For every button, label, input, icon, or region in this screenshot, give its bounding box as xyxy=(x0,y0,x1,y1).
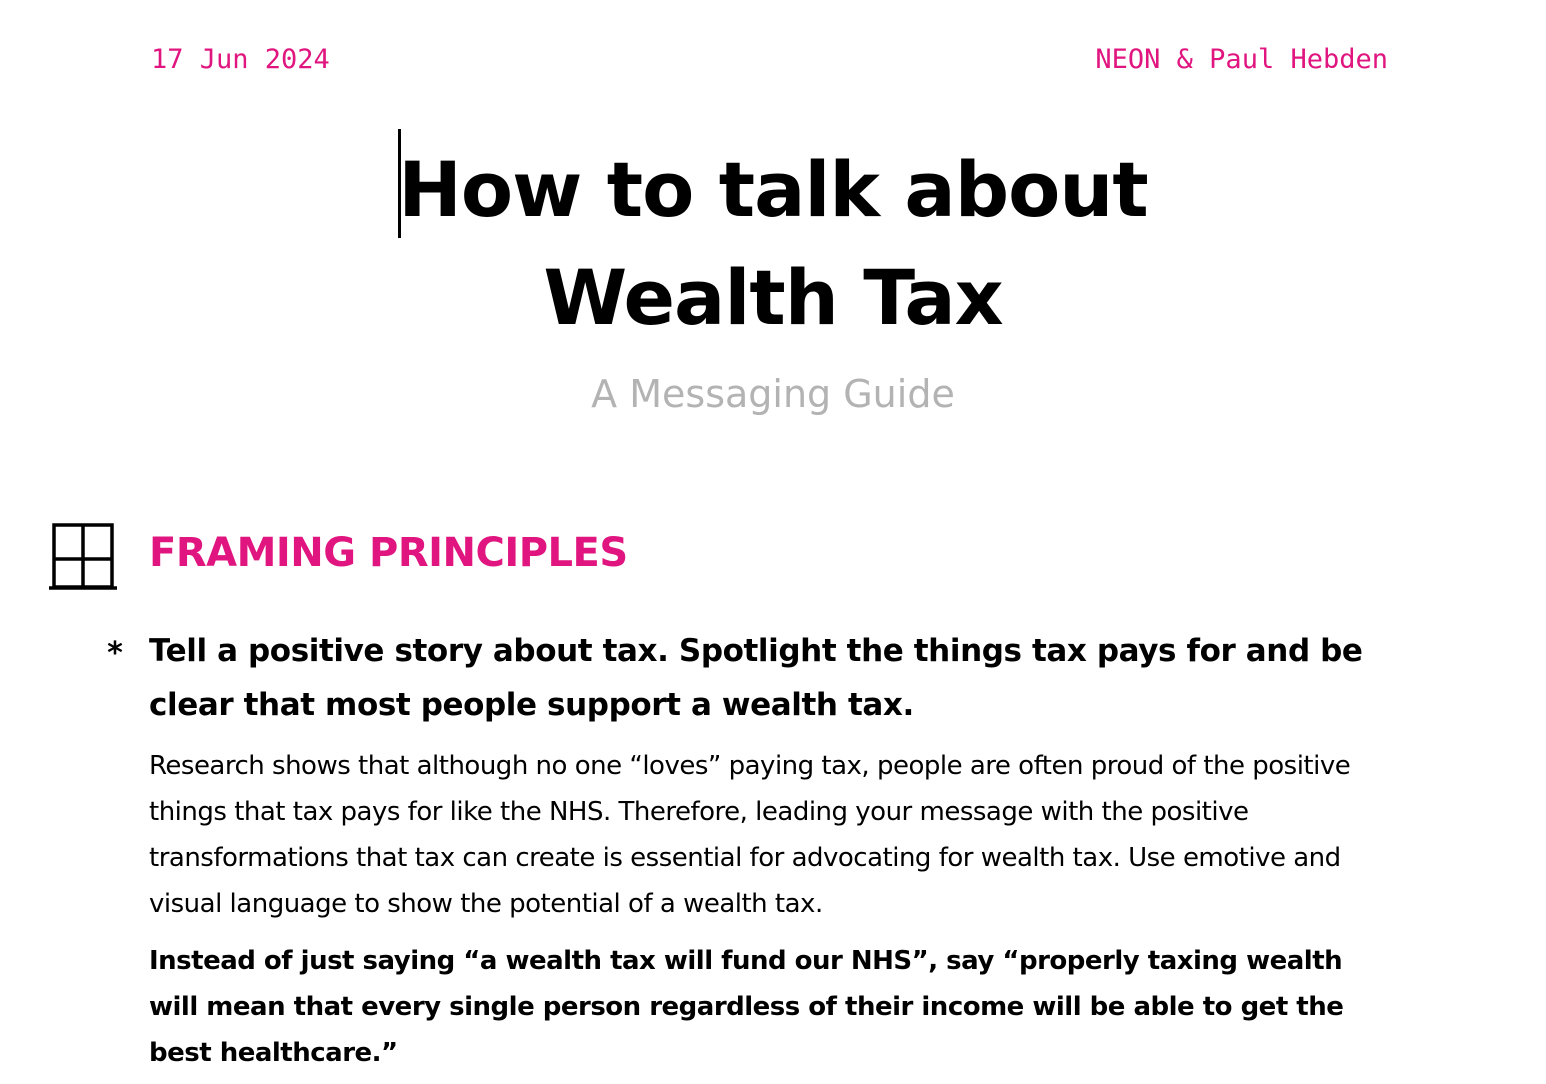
point-heading[interactable]: Tell a positive story about tax. Spotlight the things tax pays for and be clear that most people support a wealth tax. xyxy=(149,633,1363,723)
section-heading[interactable]: FRAMING PRINCIPLES xyxy=(149,530,628,576)
emphasis-paragraph[interactable]: Instead of just saying “a wealth tax will fund our NHS”, say “properly taxing wealth will mean that every single person regardless of their income will be able to get the best healthcare.” xyxy=(149,946,1344,1068)
body-paragraph[interactable]: Research shows that although no one “loves” paying tax, people are often proud of the positive things that tax pays for like the NHS. Therefore, leading your message with the positive transformations that tax can create is essential for advocating for wealth tax. Use emotive and visual language to show the potential of a wealth tax. xyxy=(149,751,1351,919)
title-line-2: Wealth Tax xyxy=(543,253,1003,342)
document-authors: NEON & Paul Hebden xyxy=(1095,44,1388,75)
document-date: 17 Jun 2024 xyxy=(151,44,330,75)
page-title[interactable] xyxy=(0,136,1546,352)
title-line-1: How to talk about xyxy=(398,145,1148,234)
page-subtitle[interactable]: A Messaging Guide xyxy=(591,372,955,416)
window-grid-icon xyxy=(49,522,117,592)
bullet-marker: * xyxy=(106,636,125,671)
